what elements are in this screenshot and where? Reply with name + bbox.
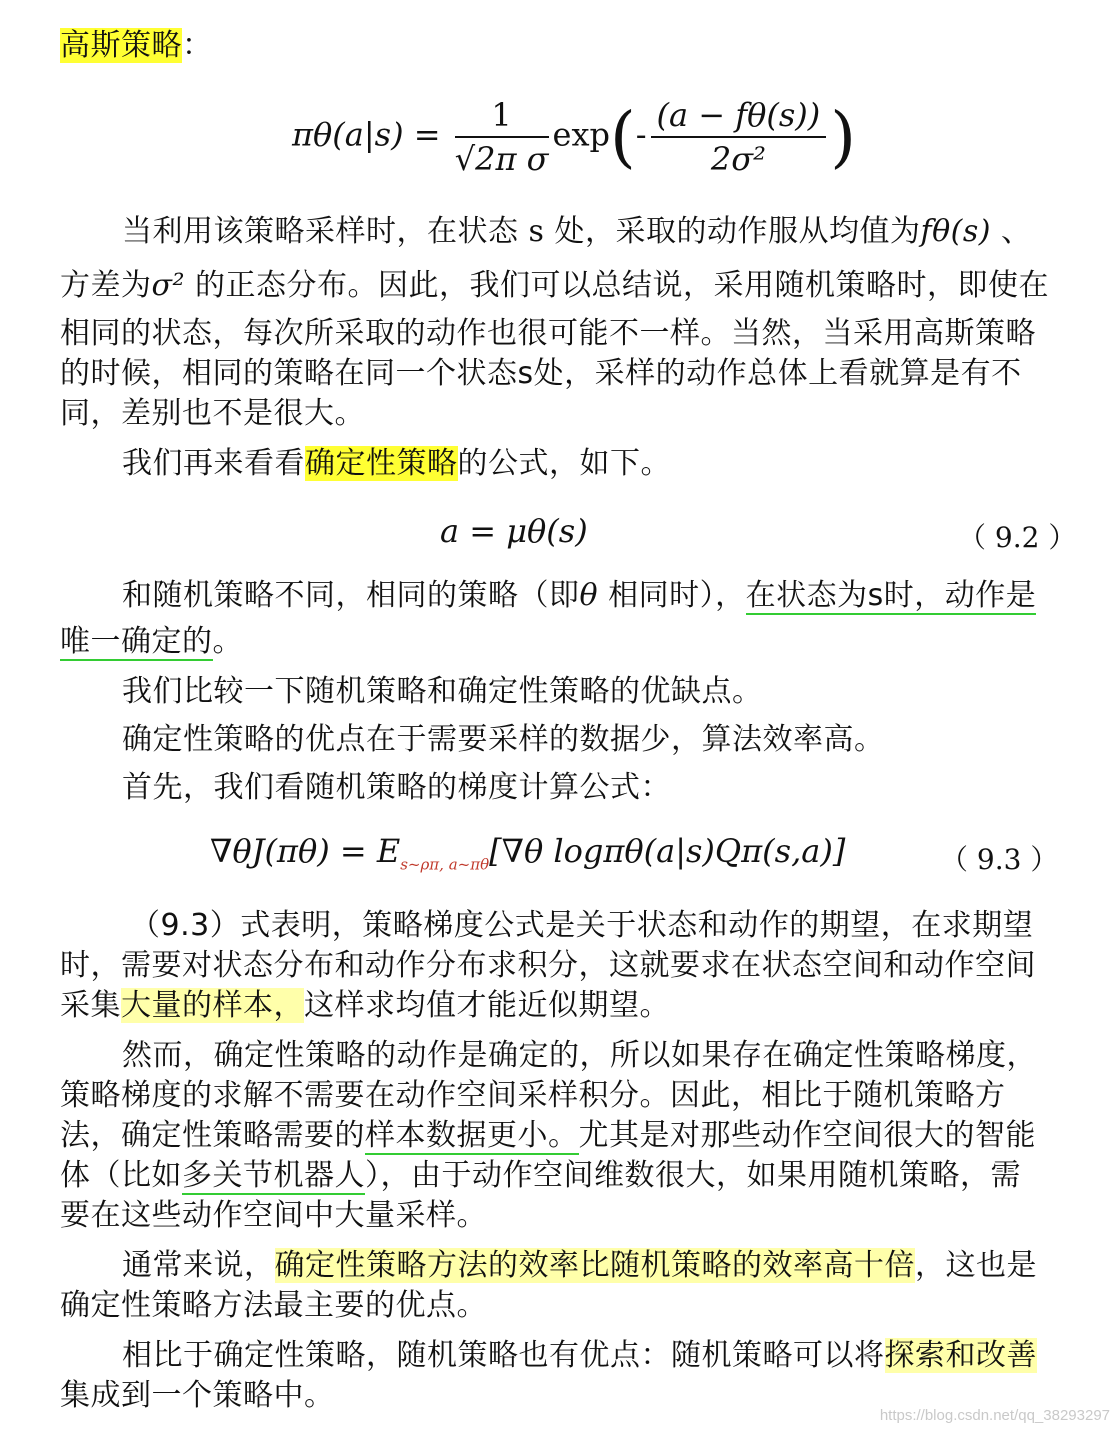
paragraph-8-line-5: 要在这些动作空间中大量采样。 <box>60 1198 487 1233</box>
heading-title: 高斯策略 <box>60 28 182 63</box>
paragraph-7-line-1: （9.3）式表明，策略梯度公式是关于状态和动作的期望，在求期望 <box>130 908 1034 943</box>
watermark: https://blog.csdn.net/qq_38293297 <box>879 1407 1110 1424</box>
highlight-large-samples: 大量的样本， <box>121 988 304 1023</box>
paragraph-9-line-2: 确定性策略方法最主要的优点。 <box>60 1288 487 1323</box>
eq-lhs: πθ(a|s) = <box>292 115 441 154</box>
paragraph-8-line-2: 策略梯度的求解不需要在动作空间采样积分。因此，相比于随机策略方 <box>60 1078 1006 1113</box>
paragraph-8-line-1: 然而，确定性策略的动作是确定的，所以如果存在确定性策略梯度， <box>122 1038 1037 1073</box>
paragraph-1-line-5: 同，差别也不是很大。 <box>60 396 365 431</box>
paragraph-1-line-4: 的时候，相同的策略在同一个状态s处，采样的动作总体上看就算是有不 <box>60 356 1022 391</box>
eq-exp: exp <box>552 115 610 154</box>
eq-inner-numerator: (a − fθ(s)) <box>651 96 827 138</box>
highlight-explore-improve: 探索和改善 <box>884 1338 1037 1373</box>
paragraph-3-line-1: 和随机策略不同，相同的策略（即θ 相同时），在状态为s时，动作是 <box>122 578 1037 613</box>
policy-gradient-equation: $\nabla\theta J(\pi\theta) = E_{s\sim\rho\pi, a\sim\pi\theta}[\nabla\theta$ logπθ(a|s)Qπ(s,a)] <box>210 832 846 874</box>
paragraph-10-line-1: 相比于确定性策略，随机策略也有优点：随机策略可以将探索和改善 <box>122 1338 1037 1373</box>
gaussian-policy-equation: πθ(a|s) = $\frac{1}{\text{√2π σ}}$ exp(- $\frac{(a - f\theta(s))}{\text{2σ²}}$ ) <box>292 96 856 178</box>
paragraph-1-line-1: 当利用该策略采样时，在状态 s 处，采取的动作服从均值为fθ(s) 、 <box>122 214 1032 249</box>
underline-unique-action: 在状态为s时，动作是 <box>745 578 1037 613</box>
underline-less-data: 样本数据更小。 <box>365 1118 579 1153</box>
paragraph-8-line-3: 法，确定性策略需要的样本数据更小。尤其是对那些动作空间很大的智能 <box>60 1118 1036 1153</box>
eq-fraction <box>455 96 549 178</box>
equation-number-9-3: （ 9.3 ） <box>940 843 1059 876</box>
highlight-tenfold-efficiency: 确定性策略方法的效率比随机策略的效率高十倍 <box>274 1248 915 1283</box>
paragraph-3-line-2: 唯一确定的。 <box>60 624 243 659</box>
paragraph-7-line-2: 时，需要对状态分布和动作分布求积分，这就要求在状态空间和动作空间 <box>60 948 1036 983</box>
paragraph-1-line-2: 方差为σ² 的正态分布。因此，我们可以总结说，采用随机策略时，即使在 <box>60 268 1050 303</box>
eq-inner-fraction <box>651 96 827 178</box>
left-paren: ( <box>609 98 636 176</box>
paragraph-4: 我们比较一下随机策略和确定性策略的优缺点。 <box>122 674 763 709</box>
paragraph-8-line-4: 体（比如多关节机器人），由于动作空间维数很大，如果用随机策略，需 <box>60 1158 1021 1193</box>
paragraph-9-line-1: 通常来说，确定性策略方法的效率比随机策略的效率高十倍，这也是 <box>122 1248 1037 1283</box>
paragraph-10-line-2: 集成到一个策略中。 <box>60 1378 335 1413</box>
equation-number-9-2: （ 9.2 ） <box>958 521 1077 554</box>
heading-colon: ： <box>182 28 213 63</box>
paragraph-1-line-3: 相同的状态，每次所采取的动作也很可能不一样。当然，当采用高斯策略 <box>60 316 1036 351</box>
right-paren: ) <box>830 98 856 176</box>
eq-numerator: 1 <box>455 96 549 138</box>
eq-inner-denominator: 2σ² <box>710 140 766 178</box>
paragraph-7-line-3: 采集大量的样本，这样求均值才能近似期望。 <box>60 988 670 1023</box>
paragraph-2: 我们再来看看确定性策略的公式，如下。 <box>122 446 671 481</box>
deterministic-policy-equation: a = μθ(s) <box>440 512 588 550</box>
eq-denominator: √2π σ <box>454 140 549 178</box>
underline-multi-joint-robot: 多关节机器人 <box>182 1158 365 1193</box>
expectation-subscript: s~ρπ, a~πθ <box>400 855 490 874</box>
paragraph-5: 确定性策略的优点在于需要采样的数据少，算法效率高。 <box>122 722 885 757</box>
section-heading <box>60 26 213 66</box>
paragraph-6: 首先，我们看随机策略的梯度计算公式： <box>122 770 671 805</box>
highlight-deterministic-policy: 确定性策略 <box>305 446 458 481</box>
